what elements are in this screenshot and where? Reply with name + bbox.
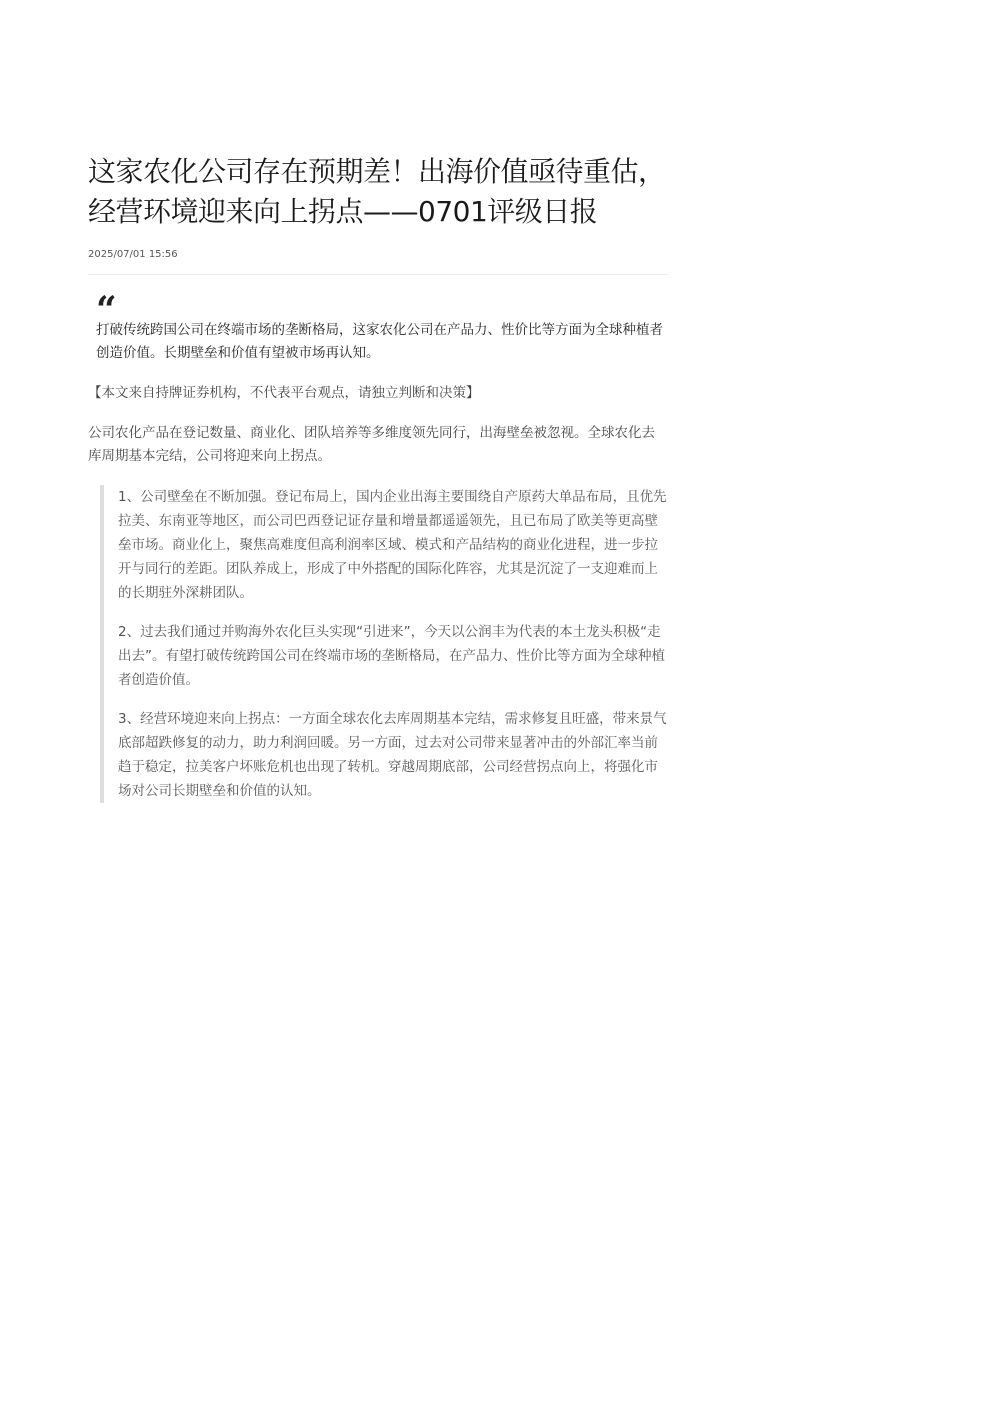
article — [88, 152, 668, 819]
summary-text: 打破传统跨国公司在终端市场的垄断格局，这家农化公司在产品力、性价比等方面为全球种植者创造价值。长期壁垒和价值有望被市场再认知。 — [96, 322, 663, 361]
intro-paragraph: 公司农化产品在登记数量、商业化、团队培养等多维度领先同行，出海壁垒被忽视。全球农化去库周期基本完结，公司将迎来向上拐点。 — [88, 425, 655, 464]
title-divider — [88, 274, 668, 275]
key-point-2: 2、过去我们通过并购海外农化巨头实现“引进来”，今天以公润丰为代表的本土龙头积极“走出去”。有望打破传统跨国公司在终端市场的垄断格局，在产品力、性价比等方面为全球种植者创造价值。 — [118, 624, 665, 688]
quote-open-icon: “ — [96, 289, 117, 331]
key-point-1: 1、公司壁垒在不断加强。登记布局上，国内企业出海主要围绕自产原药大单品布局，且优先拉美、东南亚等地区，而公司巴西登记证存量和增量都遥遥领先，且已布局了欧美等更高壁垒市场。商业化上，聚焦高难度但高利润率区域、模式和产品结构的商业化进程，进一步拉开与同行的差距。团队养成上，形成了中外搭配的国际化阵容，尤其是沉淀了一支迎难而上的长期驻外深耕团队。 — [118, 489, 667, 601]
summary-block — [88, 289, 668, 365]
disclaimer: 【本文来自持牌证券机构，不代表平台观点，请独立判断和决策】 — [88, 385, 480, 401]
key-point-3: 3、经营环境迎来向上拐点：一方面全球农化去库周期基本完结，需求修复且旺盛，带来景气底部超跌修复的动力，助力利润回暖。另一方面，过去对公司带来显著冲击的外部汇率当前趋于稳定，拉美客户坏账危机也出现了转机。穿越周期底部，公司经营拐点向上，将强化市场对公司长期壁垒和价值的认知。 — [118, 711, 667, 799]
article-title: 这家农化公司存在预期差！出海价值亟待重估，经营环境迎来向上拐点——0701评级日报 — [88, 155, 666, 228]
publish-date: 2025/07/01 15:56 — [88, 249, 178, 260]
key-points-quote — [100, 485, 668, 803]
